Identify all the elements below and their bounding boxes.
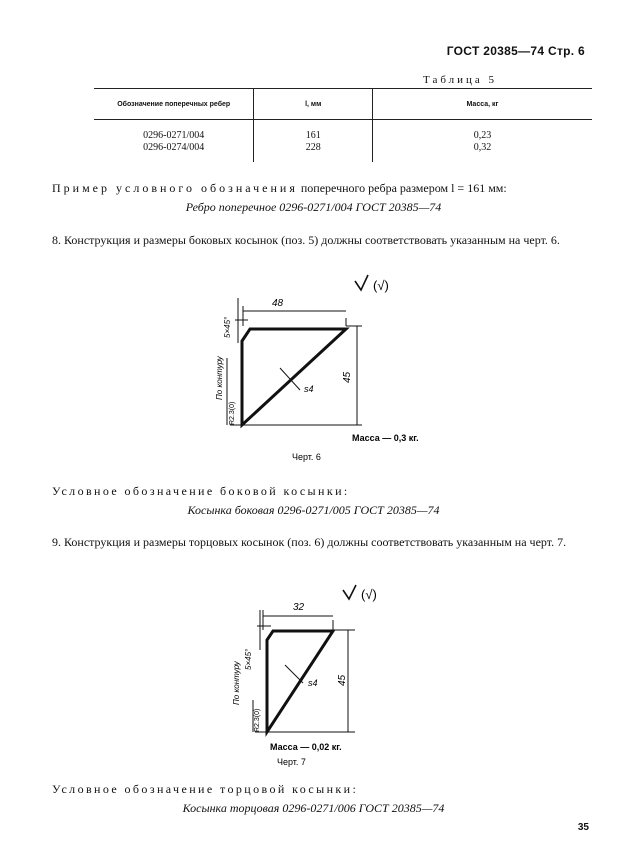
dim-chamfer: 5×45° <box>244 648 253 670</box>
edge-note: По контуру <box>215 356 224 400</box>
edge-note: По контуру <box>232 661 241 705</box>
paragraph-9: 9. Конструкция и размеры торцовых косынок (поз. 6) должны соответствовать указанным на черт. 7. <box>52 535 567 549</box>
cell-mass: 0,23 <box>473 129 492 141</box>
example-paragraph <box>52 181 507 196</box>
cell-designation: 0296-0274/004 <box>143 142 205 153</box>
roughness-note: (√) <box>361 587 377 602</box>
example-label: Пример условного обозначения <box>52 181 298 195</box>
mass-note: Масса — 0,3 кг. <box>352 433 419 443</box>
cell-length: 228 <box>254 142 373 162</box>
designation-text: Косынка боковая 0296-0271/005 ГОСТ 20385—74 <box>187 503 440 517</box>
table-5 <box>94 88 592 162</box>
page-header: ГОСТ 20385—74 Стр. 6 <box>446 44 585 58</box>
designation-text: Косынка торцовая 0296-0271/006 ГОСТ 20385—74 <box>182 801 445 815</box>
cell-length: 161 <box>254 120 373 143</box>
roughness-mark-icon <box>355 275 368 290</box>
roughness-note: (√) <box>373 278 389 293</box>
dim-width: 32 <box>293 602 305 613</box>
designation-label: Условное обозначение торцовой косынки: <box>52 782 359 796</box>
example-designation: Ребро поперечное 0296-0271/004 ГОСТ 20385—74 <box>185 200 442 214</box>
thickness-label: s4 <box>308 678 318 688</box>
thickness-label: s4 <box>304 384 314 394</box>
paragraph-8: 8. Конструкция и размеры боковых косынок (поз. 5) должны соответствовать указанным на черт. 6. <box>52 233 560 247</box>
cell-mass: 0,32 <box>473 142 492 153</box>
page-number: 35 <box>577 822 589 833</box>
table-row <box>94 142 592 162</box>
dim-chamfer: 5×45° <box>223 316 232 338</box>
drawing-caption: Черт. 7 <box>277 757 306 767</box>
drawing-caption: Черт. 6 <box>292 452 321 462</box>
plate-outline <box>242 329 346 425</box>
table-row <box>94 120 592 143</box>
dim-width: 48 <box>272 298 284 309</box>
mass-note: Масса — 0,02 кг. <box>270 742 342 752</box>
col-header-mass: Масса, кг <box>372 89 592 120</box>
radius-note: R2.3(0) <box>254 708 261 732</box>
designation-label: Условное обозначение боковой косынки: <box>52 484 350 498</box>
drawing-6 <box>200 268 460 468</box>
col-header-length: l, мм <box>254 89 373 120</box>
plate-outline <box>267 631 333 732</box>
roughness-mark-icon <box>343 585 356 599</box>
example-label-rest: поперечного ребра размером l = 161 мм: <box>300 181 507 195</box>
drawing-7 <box>215 580 455 770</box>
radius-note: R2.3(0) <box>229 401 236 425</box>
dim-height: 45 <box>337 674 348 686</box>
table-caption: Таблица 5 <box>423 74 498 86</box>
col-header-designation: Обозначение поперечных ребер <box>94 89 254 120</box>
cell-designation: 0296-0271/004 <box>143 129 205 141</box>
dim-height: 45 <box>342 371 353 383</box>
